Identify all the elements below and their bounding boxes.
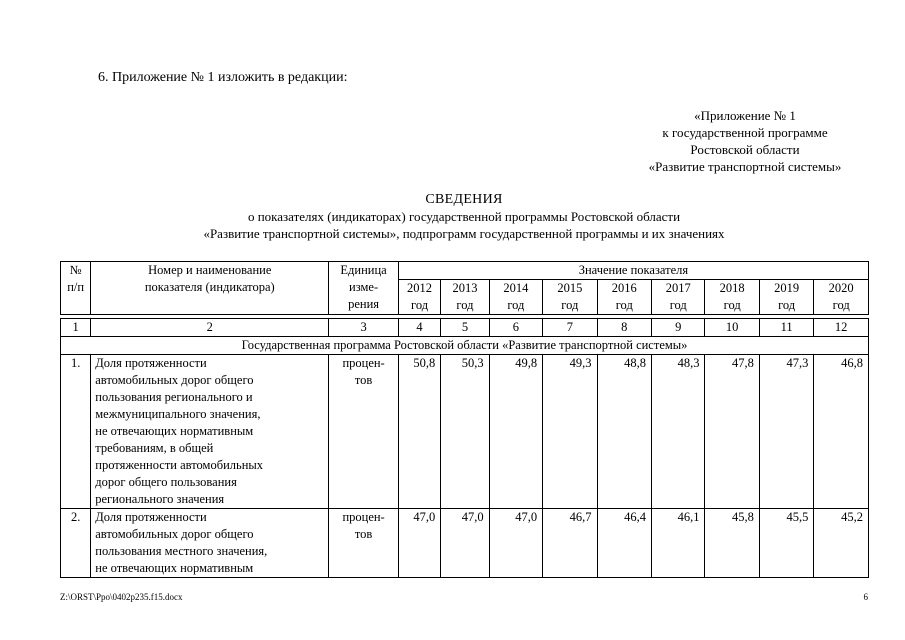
indicator-name-line: пользования местного значения, xyxy=(95,544,268,558)
value-cell: 46,4 xyxy=(597,509,651,578)
value-cell: 49,8 xyxy=(489,355,542,509)
column-number-cell: 1 xyxy=(61,319,91,337)
unit-line: тов xyxy=(354,373,373,387)
indicator-name-line: требованиям, в общей xyxy=(95,441,214,455)
value-cell: 46,8 xyxy=(814,355,869,509)
value-cell: 47,8 xyxy=(705,355,759,509)
indicator-name-line: дорог общего пользования xyxy=(95,475,237,489)
indicator-name-line: протяженности автомобильных xyxy=(95,458,264,472)
year-suffix: год xyxy=(778,298,796,312)
title-line: о показателях (индикаторах) государственной программы Ростовской области xyxy=(247,209,681,224)
column-number-cell: 4 xyxy=(398,319,440,337)
indicator-name xyxy=(91,509,329,578)
header-num-line: п/п xyxy=(67,280,85,294)
indicator-name xyxy=(91,355,329,509)
header-unit-line: Единица xyxy=(340,263,387,277)
indicator-name-line: не отвечающих нормативным xyxy=(95,424,254,438)
year-suffix: год xyxy=(411,298,429,312)
column-number-cell: 3 xyxy=(329,319,399,337)
header-row xyxy=(61,262,869,280)
title-main: СВЕДЕНИЯ xyxy=(425,192,503,207)
header-unit-line: изме- xyxy=(349,280,379,294)
column-number-cell: 7 xyxy=(543,319,597,337)
year-header-cell xyxy=(814,280,869,315)
value-cell: 47,3 xyxy=(759,355,813,509)
header-name xyxy=(91,262,329,315)
year-label: 2014 xyxy=(503,281,529,295)
header-name-line: показателя (индикатора) xyxy=(144,280,275,294)
indicator-name-line: пользования регионального и xyxy=(95,390,253,404)
row-number: 1. xyxy=(61,355,91,509)
value-cell: 49,3 xyxy=(543,355,597,509)
column-number-cell: 12 xyxy=(814,319,869,337)
year-label: 2018 xyxy=(719,281,745,295)
unit-cell xyxy=(329,509,399,578)
appendix-reference xyxy=(625,107,865,175)
year-suffix: год xyxy=(723,298,741,312)
year-header-cell xyxy=(759,280,813,315)
table-row xyxy=(61,355,869,509)
year-header-cell xyxy=(597,280,651,315)
value-cell: 48,3 xyxy=(652,355,705,509)
unit-line: процен- xyxy=(342,356,385,370)
column-number-cell: 11 xyxy=(759,319,813,337)
header-unit xyxy=(329,262,399,315)
appendix-line: «Приложение № 1 xyxy=(694,108,796,123)
year-header-cell xyxy=(441,280,489,315)
column-number-cell: 2 xyxy=(91,319,329,337)
header-name-line: Номер и наименование xyxy=(148,263,272,277)
value-cell: 48,8 xyxy=(597,355,651,509)
section-row xyxy=(61,337,869,355)
column-number-cell: 5 xyxy=(441,319,489,337)
title-line: «Развитие транспортной системы», подпрограмм государственной программы и их значениях xyxy=(203,226,725,241)
column-number-cell: 9 xyxy=(652,319,705,337)
column-number-cell: 6 xyxy=(489,319,542,337)
indicator-name-line: регионального значения xyxy=(95,492,225,506)
value-cell: 47,0 xyxy=(441,509,489,578)
row-number: 2. xyxy=(61,509,91,578)
indicator-name-line: Доля протяженности xyxy=(95,510,207,524)
header-unit-line: рения xyxy=(348,297,380,311)
year-suffix: год xyxy=(561,298,579,312)
value-cell: 50,8 xyxy=(398,355,440,509)
indicator-name-line: межмуниципального значения, xyxy=(95,407,261,421)
year-label: 2020 xyxy=(828,281,854,295)
year-label: 2016 xyxy=(611,281,637,295)
appendix-line: к государственной программе xyxy=(662,125,828,140)
value-cell: 45,5 xyxy=(759,509,813,578)
page-number: 6 xyxy=(863,592,868,602)
indicators-table xyxy=(60,261,869,578)
unit-line: тов xyxy=(354,527,373,541)
year-header-cell xyxy=(652,280,705,315)
indicator-name-line: автомобильных дорог общего xyxy=(95,527,254,541)
year-label: 2017 xyxy=(665,281,691,295)
appendix-line: «Развитие транспортной системы» xyxy=(648,159,842,174)
header-num xyxy=(61,262,91,315)
value-cell: 47,0 xyxy=(489,509,542,578)
value-cell: 45,8 xyxy=(705,509,759,578)
year-suffix: год xyxy=(832,298,850,312)
year-label: 2019 xyxy=(774,281,800,295)
header-value-group: Значение показателя xyxy=(398,262,868,280)
value-cell: 45,2 xyxy=(814,509,869,578)
year-suffix: год xyxy=(615,298,633,312)
indicator-name-line: автомобильных дорог общего xyxy=(95,373,254,387)
year-header-cell xyxy=(489,280,542,315)
year-suffix: год xyxy=(669,298,687,312)
unit-cell xyxy=(329,355,399,509)
column-number-cell: 10 xyxy=(705,319,759,337)
column-number-row xyxy=(61,319,869,337)
year-label: 2012 xyxy=(407,281,433,295)
column-number-cell: 8 xyxy=(597,319,651,337)
year-label: 2015 xyxy=(557,281,583,295)
unit-line: процен- xyxy=(342,510,385,524)
value-cell: 46,1 xyxy=(652,509,705,578)
year-header-cell xyxy=(398,280,440,315)
value-cell: 50,3 xyxy=(441,355,489,509)
indicator-name-line: не отвечающих нормативным xyxy=(95,561,254,575)
year-label: 2013 xyxy=(452,281,478,295)
footer-file-path: Z:\ORST\Ppo\0402p235.f15.docx xyxy=(60,592,183,602)
appendix-line: Ростовской области xyxy=(690,142,800,157)
year-suffix: год xyxy=(507,298,525,312)
year-suffix: год xyxy=(456,298,474,312)
header-num-line: № xyxy=(69,263,82,277)
indicator-name-line: Доля протяженности xyxy=(95,356,207,370)
document-title xyxy=(60,191,868,242)
value-cell: 47,0 xyxy=(398,509,440,578)
value-cell: 46,7 xyxy=(543,509,597,578)
section-title: Государственная программа Ростовской области «Развитие транспортной системы» xyxy=(61,337,869,355)
year-header-cell xyxy=(705,280,759,315)
intro-text: 6. Приложение № 1 изложить в редакции: xyxy=(98,70,348,85)
table-row xyxy=(61,509,869,578)
year-header-cell xyxy=(543,280,597,315)
